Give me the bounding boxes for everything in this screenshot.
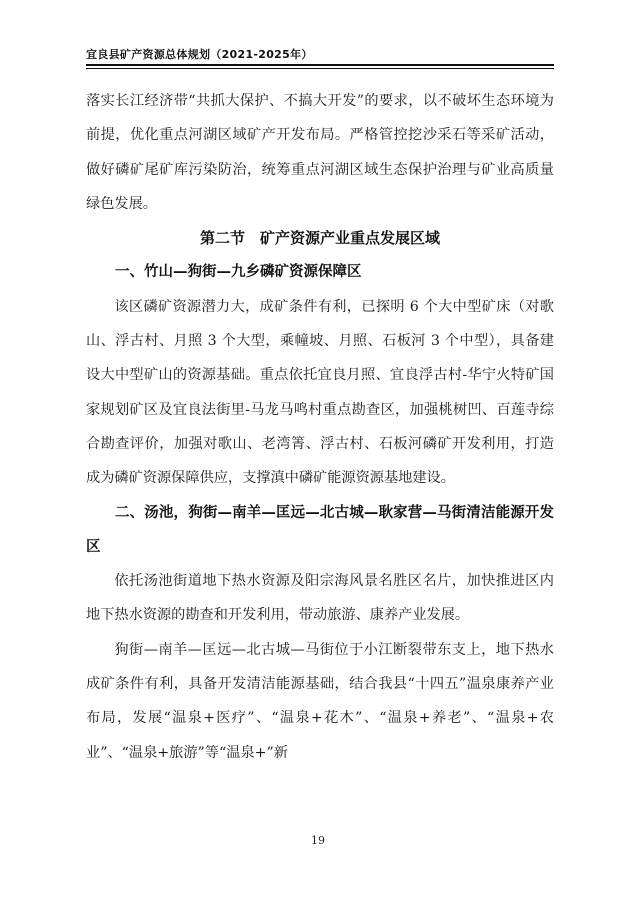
header-rule-thin	[86, 68, 554, 69]
subsection-1-heading: 一、竹山—狗街—九乡磷矿资源保障区	[115, 264, 362, 281]
section-title: 第二节 矿产资源产业重点发展区域	[199, 229, 440, 248]
subsection-2-paragraph-1: 依托汤池街道地下热水资源及阳宗海风景名胜区名片，加快推进区内地下热水资源的勘查和开发利用，带动旅游、康养产业发展。	[86, 573, 554, 624]
subsection-2-paragraph-2: 狗街—南羊—匡远—北古城—马街位于小江断裂带东支上，地下热水成矿条件有利，具备开发清洁能源基础，结合我县“十四五”温泉康养产业布局，发展“温泉+医疗”、“温泉+花木”、“温泉+养老”、“温泉+农业”、“温泉+旅游”等“温泉+”新	[86, 641, 554, 761]
page-number: 19	[311, 834, 325, 847]
page-body	[86, 84, 554, 770]
subsection-2-heading: 二、汤池，狗街—南羊—匡远—北古城—耿家营—马街清洁能源开发区	[86, 504, 554, 555]
subsection-1-paragraph: 该区磷矿资源潜力大，成矿条件有利，已探明 6 个大中型矿床（对歌山、浮古村、月照 3 个大型，乘幢坡、月照、石板河 3 个中型），具备建设大中型矿山的资源基础。重点依托宜良月照、宜良浮古村-华宁火特矿国家规划矿区及宜良法街里-马龙马鸣村重点勘查区，加强桃树凹、百莲寺综合勘查评价，加强对歌山、老湾箐、浮古村、石板河磷矿开发利用，打造成为磷矿资源保障供应，支撑滇中磷矿能源资源基地建设。	[86, 298, 554, 487]
running-header: 宜良县矿产资源总体规划（2021-2025年）	[86, 48, 313, 61]
header-rule	[86, 64, 554, 66]
intro-paragraph: 落实长江经济带“共抓大保护、不搞大开发”的要求，以不破坏生态环境为前提，优化重点河湖区域矿产开发布局。严格管控挖沙采石等采矿活动，做好磷矿尾矿库污染防治，统筹重点河湖区域生态保护治理与矿业高质量绿色发展。	[86, 93, 554, 212]
